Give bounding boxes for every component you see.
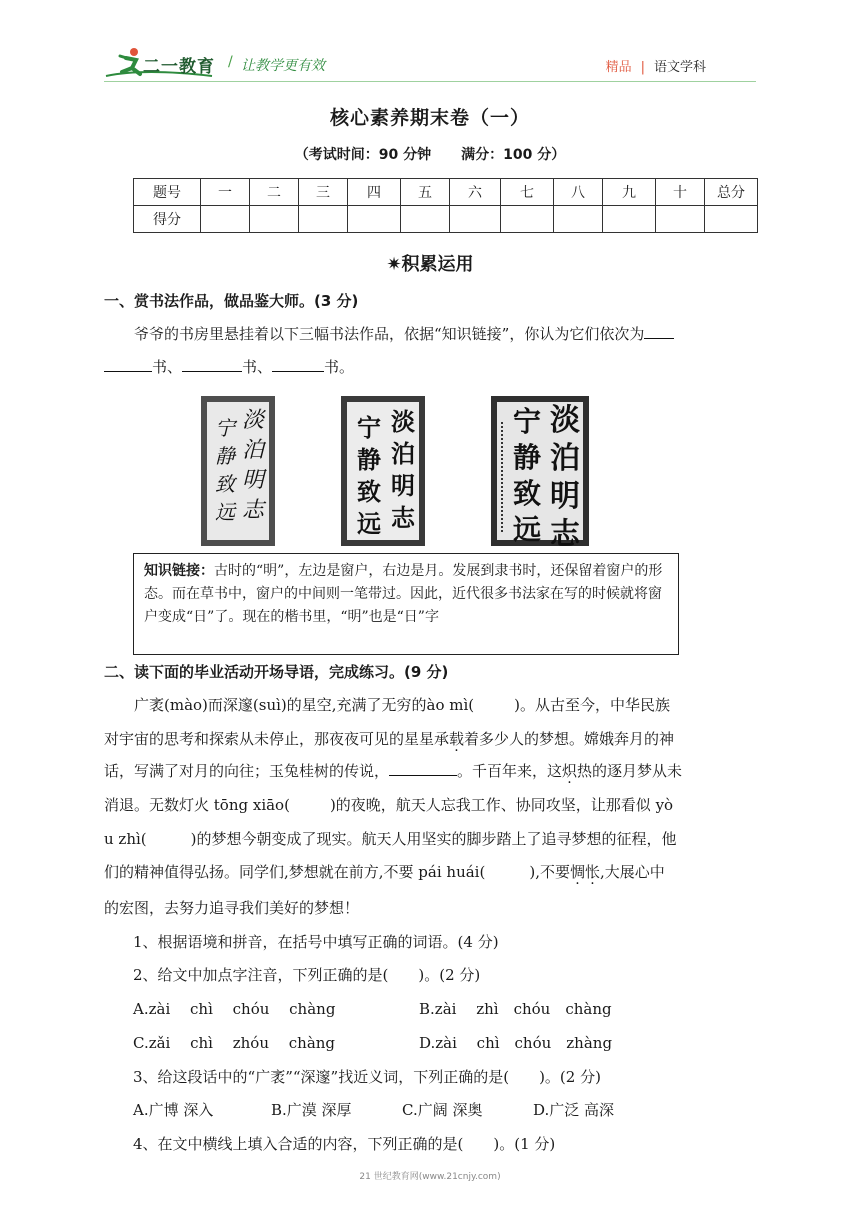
header-divider <box>104 81 756 82</box>
sub-question-4: 4、在文中横线上填入合适的内容，下列正确的是( )。(1 分) <box>133 1135 556 1153</box>
sub-question-3: 3、给这段话中的“广袤”“深邃”找近义词，下列正确的是( )。(2 分) <box>133 1068 601 1086</box>
logo-text: 二一教育 <box>143 57 215 77</box>
passage-text: 热的逐月梦从未 <box>577 762 683 780</box>
score-entry-cell[interactable] <box>603 206 656 233</box>
answer-blank[interactable] <box>644 323 674 339</box>
q1-text: 书、 <box>152 358 183 376</box>
passage-line <box>104 794 762 815</box>
table-cell: 题号 <box>134 179 201 206</box>
answer-blank[interactable] <box>182 356 242 372</box>
score-entry-cell[interactable] <box>250 206 299 233</box>
table-row <box>134 179 758 206</box>
passage-line <box>104 828 762 849</box>
knowledge-label: 知识链接： <box>144 563 214 579</box>
passage-text: )。从古至今，中华民族 <box>514 696 671 714</box>
calligraphy-work-3 <box>491 396 589 552</box>
question-1-heading: 一、赏书法作品，做品鉴大师。(3 分) <box>104 292 359 310</box>
score-table <box>133 178 758 233</box>
calligraphy-text: 淡 泊 明 志 <box>391 407 415 532</box>
inscription-mark <box>501 422 505 532</box>
passage-text: u zhì( <box>104 830 147 848</box>
exam-subtitle <box>0 144 860 164</box>
exam-score: 满分：100 分） <box>461 147 566 163</box>
table-cell: 一 <box>201 179 250 206</box>
passage-line <box>104 861 762 882</box>
passage-text: 对宇宙的思考和探索从未停止，那夜夜可见的星星承 <box>104 730 450 748</box>
question-1-line2 <box>104 356 762 377</box>
passage-text: ,大展心中 <box>600 863 665 881</box>
passage-text: 的宏图，去努力追寻我们美好的梦想！ <box>104 899 360 917</box>
answer-blank[interactable] <box>104 356 152 372</box>
calligraphy-text: 淡 泊 明 志 <box>241 408 264 523</box>
score-entry-cell[interactable] <box>201 206 250 233</box>
dotted-char: 惆 <box>569 863 585 881</box>
passage-text: 着多少人的梦想。嫦娥奔月的神 <box>464 730 675 748</box>
option-b[interactable]: B.广漠 深厚 <box>271 1101 352 1119</box>
passage-line <box>104 728 762 749</box>
score-entry-cell[interactable] <box>554 206 603 233</box>
knowledge-text: 古时的“明”，左边是窗户，右边是月。发展到隶书时，还保留着窗户的形态。而在草书中，窗户的中间则一笔带过。因此，近代很多书法家在写的时候就将窗户变成“日”了。现在的楷书里，“明”也是“日”字 <box>144 563 663 625</box>
option-b[interactable]: B.zài zhì chóu chàng <box>419 1000 612 1018</box>
exam-title: 核心素养期末卷（一） <box>329 107 530 129</box>
q1-text: 爷爷的书房里悬挂着以下三幅书法作品，依据“知识链接”，你认为它们依次为 <box>134 325 645 343</box>
passage-line <box>104 760 762 781</box>
tag-divider: | <box>640 60 645 75</box>
header-tags <box>606 56 706 75</box>
table-row <box>134 206 758 233</box>
score-entry-cell[interactable] <box>299 206 348 233</box>
passage-text: 。千百年来，这 <box>457 762 563 780</box>
q1-text: 书、 <box>242 358 273 376</box>
section-heading: ✷积累运用 <box>386 254 474 275</box>
passage-text: )的梦想今朝变成了现实。航天人用坚实的脚步踏上了追寻梦想的征程，他 <box>190 830 677 848</box>
calligraphy-work-2 <box>341 396 425 546</box>
score-entry-cell[interactable] <box>501 206 554 233</box>
option-d[interactable]: D.zài chì chóu zhàng <box>419 1034 613 1052</box>
page-footer: 21 世纪教育网(www.21cnjy.com) <box>359 1172 501 1182</box>
table-cell: 九 <box>603 179 656 206</box>
quality-tag: 精品 <box>605 60 632 75</box>
table-cell: 七 <box>501 179 554 206</box>
passage-line <box>104 694 762 715</box>
calligraphy-text: 淡 泊 明 志 <box>550 403 580 552</box>
score-entry-cell[interactable] <box>348 206 401 233</box>
calligraphy-text: 宁 静 致 远 <box>215 416 235 524</box>
knowledge-link-box <box>133 553 679 655</box>
passage-text: )的夜晚，航天人忘我工作、协同攻坚，让那看似 yò <box>329 796 674 814</box>
slogan: 让教学更有效 <box>241 58 325 74</box>
answer-blank[interactable] <box>389 760 457 776</box>
passage-text: ),不要 <box>529 863 570 881</box>
passage-text: 话，写满了对月的向往；玉兔桂树的传说， <box>104 762 390 780</box>
score-entry-cell[interactable] <box>656 206 705 233</box>
option-a[interactable]: A.广博 深入 <box>133 1101 214 1119</box>
passage-text: 们的精神值得弘扬。同学们,梦想就在前方,不要 pái huái( <box>104 863 486 881</box>
calligraphy-text: 宁 静 致 远 <box>357 413 381 538</box>
table-cell: 五 <box>401 179 450 206</box>
score-entry-cell[interactable] <box>705 206 758 233</box>
dotted-char: 炽 <box>562 762 578 780</box>
slogan-separator: / <box>228 54 233 70</box>
option-c[interactable]: C.zǎi chì zhóu chàng <box>133 1034 336 1052</box>
option-c[interactable]: C.广阔 深奥 <box>402 1101 483 1119</box>
table-cell: 二 <box>250 179 299 206</box>
table-cell: 三 <box>299 179 348 206</box>
option-d[interactable]: D.广泛 高深 <box>533 1101 615 1119</box>
answer-blank[interactable] <box>272 356 324 372</box>
table-cell: 十 <box>656 179 705 206</box>
table-cell: 八 <box>554 179 603 206</box>
calligraphy-work-1 <box>201 396 275 546</box>
dotted-char: 载 <box>449 730 465 748</box>
subject-tag: 语文学科 <box>653 60 706 75</box>
page-header <box>0 0 860 86</box>
exam-time: （考试时间：90 分钟 <box>294 147 432 163</box>
table-cell: 总分 <box>705 179 758 206</box>
score-entry-cell[interactable] <box>401 206 450 233</box>
passage-text: 消退。无数灯火 tōng xiāo( <box>104 796 290 814</box>
dotted-char: 怅 <box>584 863 600 881</box>
question-1-line1 <box>104 323 762 344</box>
passage-text: 广袤(mào)而深邃(suì)的星空,充满了无穷的ào mì( <box>134 696 475 714</box>
option-a[interactable]: A.zài chì chóu chàng <box>133 1000 336 1018</box>
passage-line <box>104 897 762 918</box>
q1-text: 书。 <box>324 358 355 376</box>
table-cell: 六 <box>450 179 501 206</box>
table-cell: 得分 <box>134 206 201 233</box>
question-2-heading: 二、读下面的毕业活动开场导语，完成练习。(9 分) <box>104 663 449 681</box>
sub-question-1: 1、根据语境和拼音，在括号中填写正确的词语。(4 分) <box>133 933 499 951</box>
table-cell: 四 <box>348 179 401 206</box>
score-entry-cell[interactable] <box>450 206 501 233</box>
calligraphy-text: 宁 静 致 远 <box>512 405 541 546</box>
sub-question-2: 2、给文中加点字注音，下列正确的是( )。(2 分) <box>133 966 481 984</box>
